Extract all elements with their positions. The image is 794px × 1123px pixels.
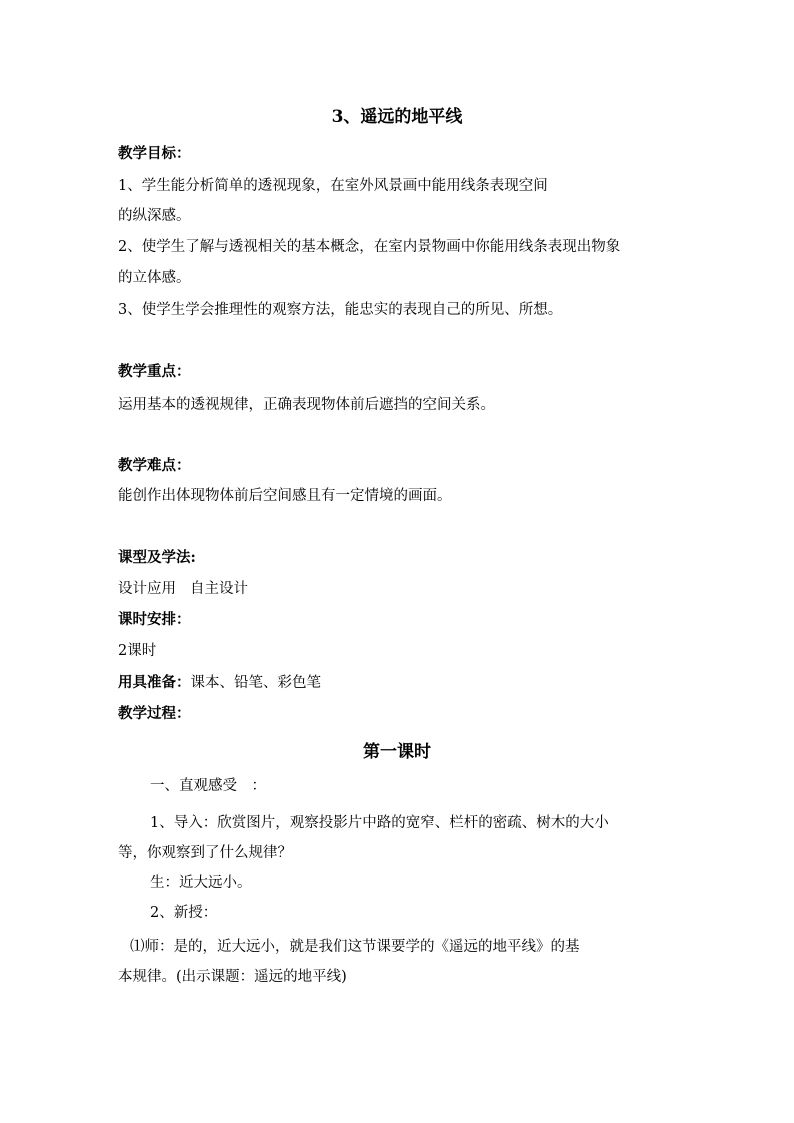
objective-line: 的立体感。 xyxy=(118,270,191,286)
objective-line: 1、学生能分析简单的透视现象，在室外风景画中能用线条表现空间 xyxy=(118,178,548,194)
lesson-type-text xyxy=(118,579,248,599)
tools-line xyxy=(118,673,321,693)
difficulties-text: 能创作出体现物体前后空间感且有一定情境的画面。 xyxy=(118,488,452,504)
section-title: 第一课时 xyxy=(363,742,431,762)
process-step1-line1: 1、导入：欣赏图片，观察投影片中路的宽窄、栏杆的密疏、树木的大小 xyxy=(150,815,609,831)
teacher-line2: 本规律。(出示课题：遥远的地平线) xyxy=(118,969,347,985)
process-step2: 2、新授： xyxy=(150,905,218,921)
key-points-heading: 教学重点： xyxy=(118,363,191,380)
difficulties-heading: 教学难点： xyxy=(118,457,191,474)
schedule-text: 2课时 xyxy=(118,643,157,659)
lesson-type-method-a: 设计应用 xyxy=(118,581,176,597)
process-heading: 教学过程： xyxy=(118,705,191,722)
tools-text: 课本、铅笔、彩色笔 xyxy=(190,675,321,691)
process-part1: 一、直观感受 ： xyxy=(150,778,266,794)
document-title: 3、遥远的地平线 xyxy=(331,107,463,127)
process-step1-line2: 等，你观察到了什么规律？ xyxy=(118,845,292,861)
teacher-line1: ⑴师：是的，近大远小，就是我们这节课要学的《遥远的地平线》的基 xyxy=(130,939,580,955)
objective-line: 2、使学生了解与透视相关的基本概念，在室内景物画中你能用线条表现出物象 xyxy=(118,239,621,255)
tools-heading: 用具准备： xyxy=(118,674,191,691)
lesson-type-method-b: 自主设计 xyxy=(190,581,248,597)
objective-line: 的纵深感。 xyxy=(118,208,191,224)
objectives-heading: 教学目标： xyxy=(118,145,191,162)
objective-line: 3、使学生学会推理性的观察方法，能忠实的表现自己的所见、所想。 xyxy=(118,302,563,318)
key-points-text: 运用基本的透视规律，正确表现物体前后遮挡的空间关系。 xyxy=(118,397,495,413)
schedule-heading: 课时安排： xyxy=(118,611,191,628)
lesson-type-heading: 课型及学法: xyxy=(118,549,196,566)
student-answer: 生：近大远小。 xyxy=(150,875,252,891)
